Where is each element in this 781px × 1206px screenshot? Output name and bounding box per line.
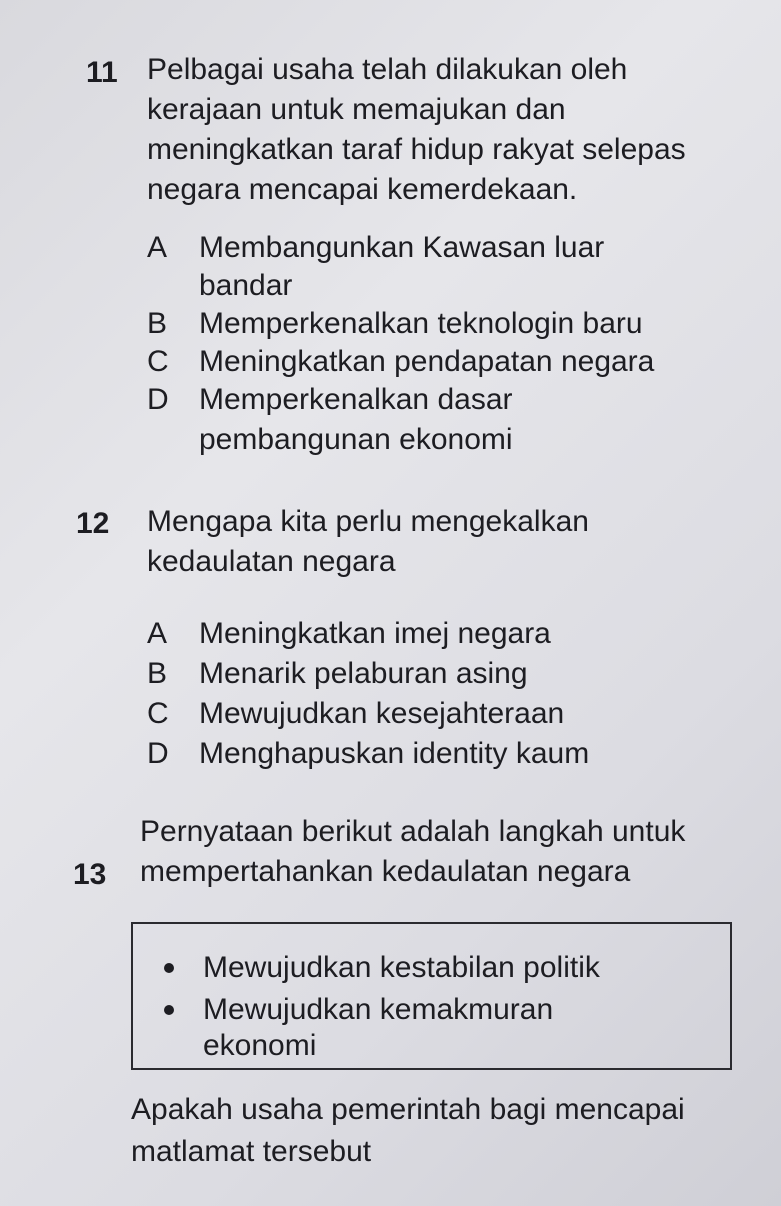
question-number: 13 <box>73 858 107 891</box>
option-text: pembangunan ekonomi <box>199 423 513 456</box>
question-stem-line: meningkatkan taraf hidup rakyat selepas <box>147 133 686 166</box>
option-text: Menarik pelaburan asing <box>199 657 528 690</box>
option-text: Membangunkan Kawasan luar <box>199 231 605 264</box>
question-stem-line: Pelbagai usaha telah dilakukan oleh <box>147 53 628 86</box>
option-text: Menghapuskan identity kaum <box>199 737 590 770</box>
question-prompt-line: Apakah usaha pemerintah bagi mencapai <box>131 1093 685 1126</box>
question-number: 12 <box>76 507 110 540</box>
option-letter: D <box>147 383 169 416</box>
option-text: bandar <box>199 269 293 302</box>
question-stem-line: Pernyataan berikut adalah langkah untuk <box>140 815 686 848</box>
option-d[interactable] <box>147 736 747 772</box>
option-letter: A <box>147 617 168 650</box>
option-d[interactable] <box>147 382 747 454</box>
question-stem-line: mempertahankan kedaulatan negara <box>140 855 631 888</box>
bullet-icon <box>164 1005 174 1015</box>
option-text: Memperkenalkan dasar <box>199 383 513 416</box>
option-text: Mewujudkan kesejahteraan <box>199 697 565 730</box>
question-prompt-line: matlamat tersebut <box>131 1135 372 1168</box>
option-text: Memperkenalkan teknologin baru <box>199 307 643 340</box>
option-c[interactable] <box>147 696 747 732</box>
question-stem-line: Mengapa kita perlu mengekalkan <box>147 505 589 538</box>
option-letter: A <box>147 231 168 264</box>
statement-box <box>131 922 732 1070</box>
option-letter: B <box>147 307 168 340</box>
question-stem-line: kedaulatan negara <box>147 545 396 578</box>
option-b[interactable] <box>147 656 747 692</box>
question-number: 11 <box>86 56 118 89</box>
question-stem-line: kerajaan untuk memajukan dan <box>147 93 566 126</box>
statement-item: Mewujudkan kestabilan politik <box>203 951 600 984</box>
option-c[interactable] <box>147 344 747 380</box>
question-stem-line: negara mencapai kemerdekaan. <box>147 173 578 206</box>
bullet-icon <box>164 963 174 973</box>
option-text: Meningkatkan pendapatan negara <box>199 345 655 378</box>
option-a[interactable] <box>147 230 747 302</box>
option-text: Meningkatkan imej negara <box>199 617 551 650</box>
option-letter: B <box>147 657 168 690</box>
option-letter: C <box>147 345 169 378</box>
option-a[interactable] <box>147 616 747 652</box>
option-letter: D <box>147 737 169 770</box>
statement-item: ekonomi <box>203 1029 317 1062</box>
statement-item: Mewujudkan kemakmuran <box>203 993 554 1026</box>
option-letter: C <box>147 697 169 730</box>
option-b[interactable] <box>147 306 747 342</box>
